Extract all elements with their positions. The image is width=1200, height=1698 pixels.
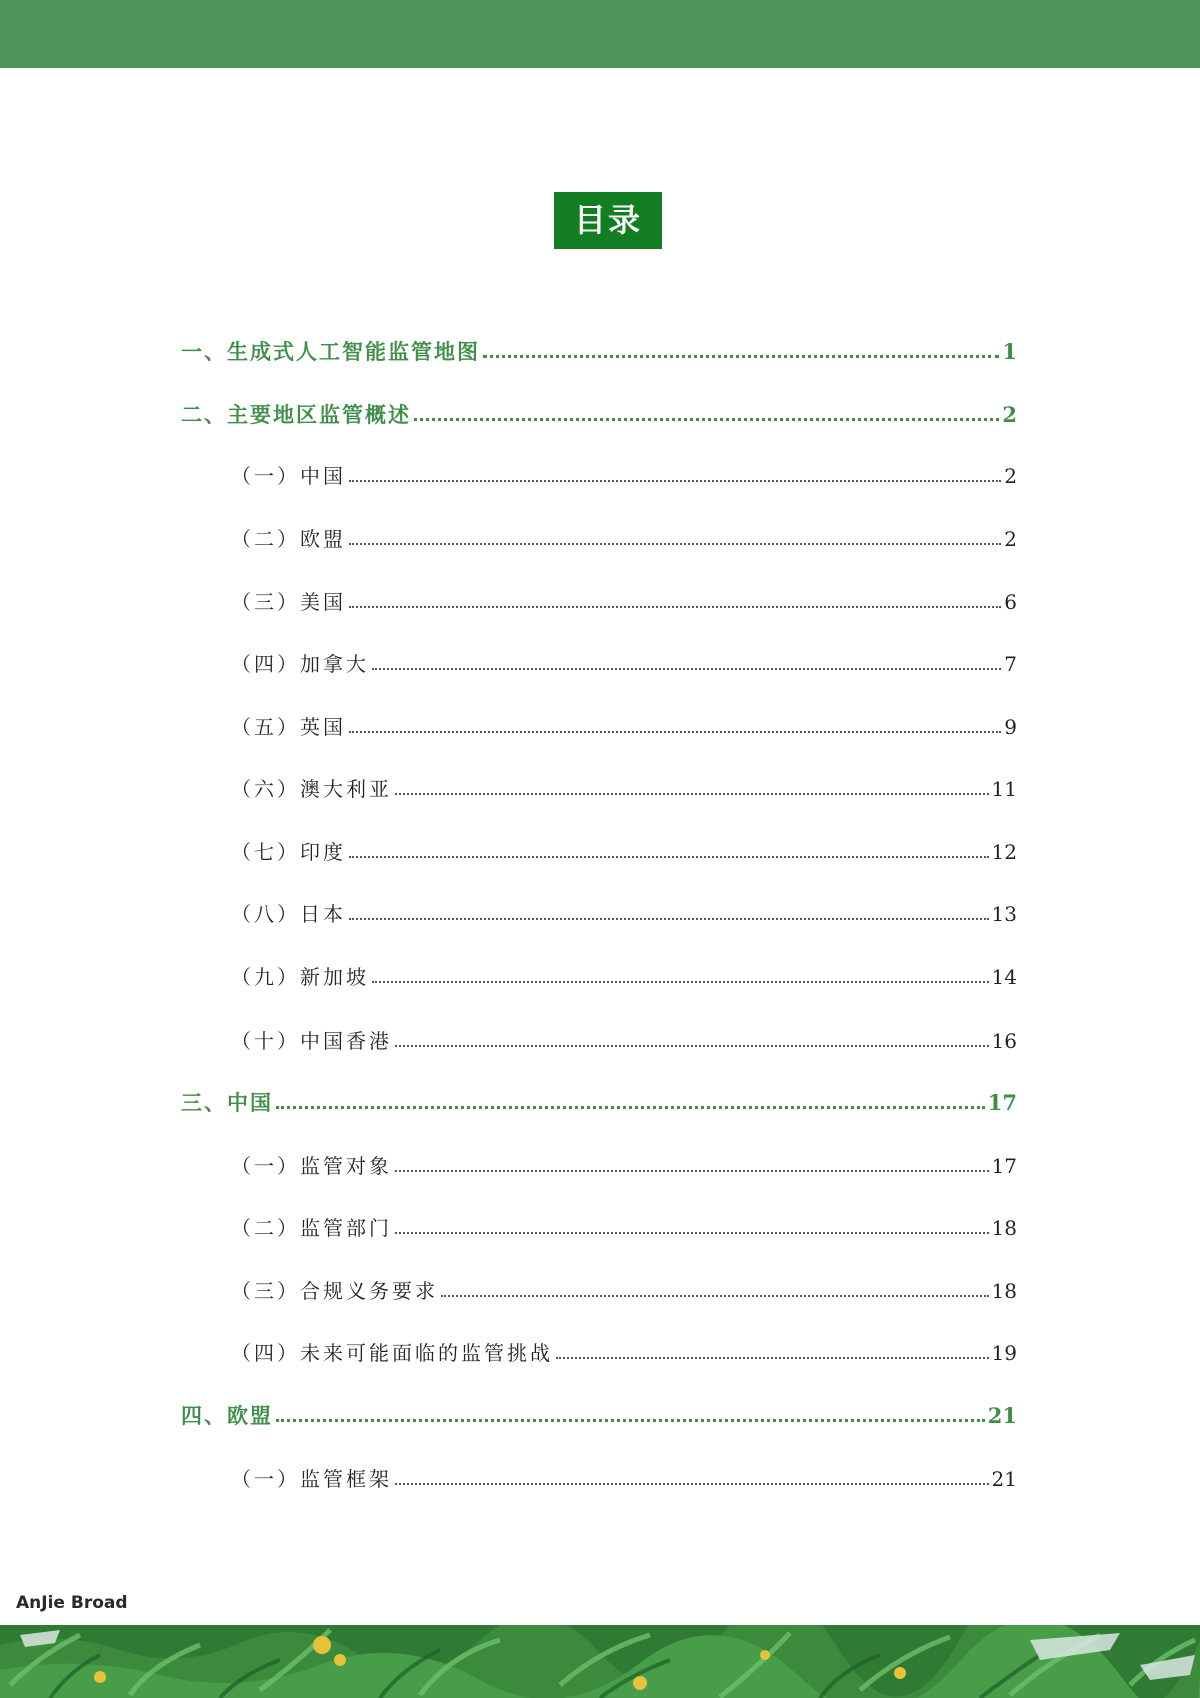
toc-section-entry[interactable]	[181, 1398, 1017, 1428]
toc-dot-leader	[349, 856, 989, 858]
toc-page-number: 17	[987, 1090, 1017, 1115]
toc-page-number: 2	[1004, 464, 1017, 488]
toc-entry-label: （一）监管框架	[231, 1467, 392, 1491]
toc-entry-label: （三）合规义务要求	[231, 1279, 438, 1303]
toc-entry-label: 二、主要地区监管概述	[181, 402, 411, 427]
toc-page-number: 13	[991, 902, 1017, 926]
toc-entry-label: （五）英国	[231, 715, 346, 739]
toc-dot-leader	[349, 918, 989, 920]
toc-subsection-entry[interactable]	[231, 458, 1017, 488]
footer-painting-image	[0, 1625, 1200, 1698]
toc-entry-label: （一）中国	[231, 464, 346, 488]
toc-entry-label: 一、生成式人工智能监管地图	[181, 339, 480, 364]
toc-page-number: 18	[991, 1216, 1017, 1240]
toc-page-number: 21	[987, 1403, 1017, 1428]
toc-dot-leader	[349, 731, 1001, 733]
toc-page-number: 19	[991, 1341, 1017, 1365]
toc-subsection-entry[interactable]	[231, 1210, 1017, 1240]
toc-page-number: 12	[991, 840, 1017, 864]
toc-dot-leader	[483, 355, 999, 358]
toc-dot-leader	[349, 480, 1001, 482]
toc-entry-label: （四）未来可能面临的监管挑战	[231, 1341, 553, 1365]
toc-dot-leader	[372, 668, 1001, 670]
toc-subsection-entry[interactable]	[231, 959, 1017, 989]
toc-subsection-entry[interactable]	[231, 896, 1017, 926]
toc-section-entry[interactable]	[181, 1085, 1017, 1115]
toc-entry-label: （三）美国	[231, 590, 346, 614]
toc-page-number: 16	[991, 1029, 1017, 1053]
toc-dot-leader	[441, 1295, 989, 1297]
toc-entry-label: （八）日本	[231, 902, 346, 926]
toc-page-number: 2	[1002, 402, 1017, 427]
toc-page-number: 11	[991, 777, 1017, 801]
toc-subsection-entry[interactable]	[231, 584, 1017, 614]
toc-dot-leader	[276, 1106, 985, 1109]
toc-subsection-entry[interactable]	[231, 1461, 1017, 1491]
toc-dot-leader	[395, 1232, 989, 1234]
toc-title: 目录	[554, 192, 662, 249]
toc-entry-label: （二）欧盟	[231, 527, 346, 551]
toc-dot-leader	[349, 606, 1001, 608]
header-bar	[0, 0, 1200, 68]
toc-subsection-entry[interactable]	[231, 521, 1017, 551]
toc-dot-leader	[556, 1357, 989, 1359]
toc-dot-leader	[372, 981, 989, 983]
toc-dot-leader	[395, 793, 989, 795]
toc-entry-label: （七）印度	[231, 840, 346, 864]
toc-page-number: 6	[1004, 590, 1017, 614]
toc-page-number: 21	[991, 1467, 1017, 1491]
toc-subsection-entry[interactable]	[231, 771, 1017, 801]
toc-dot-leader	[276, 1419, 985, 1422]
toc-page-number: 9	[1004, 715, 1017, 739]
toc-page-number: 1	[1002, 339, 1017, 364]
toc-entry-label: 四、欧盟	[181, 1403, 273, 1428]
toc-dot-leader	[414, 418, 999, 421]
toc-subsection-entry[interactable]	[231, 834, 1017, 864]
toc-entry-label: （六）澳大利亚	[231, 777, 392, 801]
footer-painting-banner	[0, 1625, 1200, 1698]
toc-page-number: 7	[1004, 652, 1017, 676]
toc-page-number: 14	[991, 965, 1017, 989]
toc-dot-leader	[349, 543, 1001, 545]
toc-subsection-entry[interactable]	[231, 1273, 1017, 1303]
toc-page-number: 17	[991, 1154, 1017, 1178]
toc-subsection-entry[interactable]	[231, 1335, 1017, 1365]
toc-dot-leader	[395, 1170, 989, 1172]
toc-page-number: 18	[991, 1279, 1017, 1303]
toc-subsection-entry[interactable]	[231, 646, 1017, 676]
toc-entry-label: （十）中国香港	[231, 1029, 392, 1053]
toc-section-entry[interactable]	[181, 397, 1017, 427]
toc-entry-label: （四）加拿大	[231, 652, 369, 676]
toc-dot-leader	[395, 1045, 989, 1047]
toc-entry-label: （二）监管部门	[231, 1216, 392, 1240]
toc-entry-label: （一）监管对象	[231, 1154, 392, 1178]
toc-section-entry[interactable]	[181, 334, 1017, 364]
toc-dot-leader	[395, 1483, 989, 1485]
toc-subsection-entry[interactable]	[231, 1023, 1017, 1053]
toc-entry-label: 三、中国	[181, 1090, 273, 1115]
toc-subsection-entry[interactable]	[231, 709, 1017, 739]
brand-logo-text: AnJie Broad	[16, 1593, 128, 1613]
toc-entry-label: （九）新加坡	[231, 965, 369, 989]
toc-subsection-entry[interactable]	[231, 1148, 1017, 1178]
toc-page-number: 2	[1004, 527, 1017, 551]
